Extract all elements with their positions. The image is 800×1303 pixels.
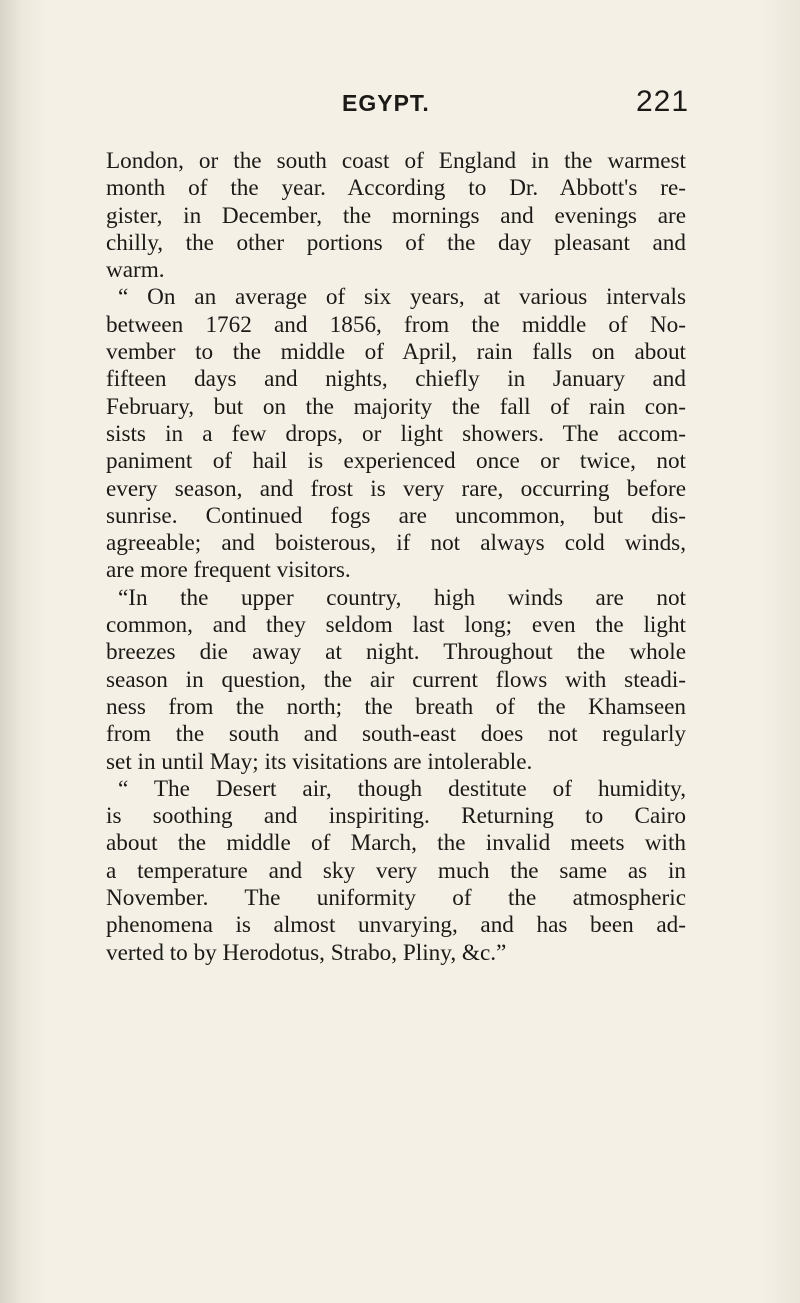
- text-line: London, or the south coast of England in the warmest: [106, 148, 686, 174]
- text-line: verted to by Herodotus, Strabo, Pliny, &c.”: [106, 939, 507, 966]
- text-line: common, and they seldom last long; even the light: [106, 612, 686, 639]
- text-line: November. The uniformity of the atmospheric: [106, 885, 686, 912]
- text-line: chilly, the other portions of the day pleasant and: [106, 229, 686, 256]
- text-line: breezes die away at night. Throughout the whole: [106, 639, 686, 666]
- text-line: sists in a few drops, or light showers. The accom-: [106, 420, 686, 447]
- text-line: a temperature and sky very much the same as in: [106, 857, 686, 884]
- body-text: [106, 148, 686, 967]
- text-line: “In the upper country, high winds are not: [118, 584, 686, 611]
- running-head-title: EGYPT.: [342, 90, 430, 116]
- text-line: vember to the middle of April, rain falls on about: [106, 339, 686, 366]
- text-line: phenomena is almost unvarying, and has been ad-: [106, 912, 686, 939]
- text-line: about the middle of March, the invalid meets with: [106, 830, 686, 857]
- text-line: fifteen days and nights, chiefly in January and: [106, 366, 686, 393]
- text-line: February, but on the majority the fall of rain con-: [106, 393, 686, 420]
- text-line: paniment of hail is experienced once or twice, not: [106, 448, 686, 475]
- text-line: agreeable; and boisterous, if not always cold winds,: [106, 530, 686, 557]
- page-number: 221: [636, 85, 690, 118]
- text-line: ness from the north; the breath of the Khamseen: [106, 693, 686, 720]
- text-line: gister, in December, the mornings and evenings are: [106, 202, 686, 229]
- text-line: “ The Desert air, though destitute of humidity,: [118, 775, 686, 802]
- text-line: “ On an average of six years, at various intervals: [118, 284, 686, 311]
- text-line: is soothing and inspiriting. Returning to Cairo: [106, 803, 686, 830]
- running-head: [0, 85, 800, 128]
- text-line: every season, and frost is very rare, occurring before: [106, 475, 686, 502]
- text-line: between 1762 and 1856, from the middle of No-: [106, 311, 686, 338]
- text-line: season in question, the air current flows with steadi-: [106, 666, 686, 693]
- text-line: warm.: [106, 257, 165, 284]
- text-line: are more frequent visitors.: [106, 557, 351, 584]
- text-line: sunrise. Continued fogs are uncommon, but dis-: [106, 502, 686, 529]
- text-line: set in until May; its visitations are intolerable.: [106, 748, 533, 775]
- text-line: from the south and south-east does not regularly: [106, 721, 686, 748]
- text-line: month of the year. According to Dr. Abbott's re-: [106, 175, 686, 202]
